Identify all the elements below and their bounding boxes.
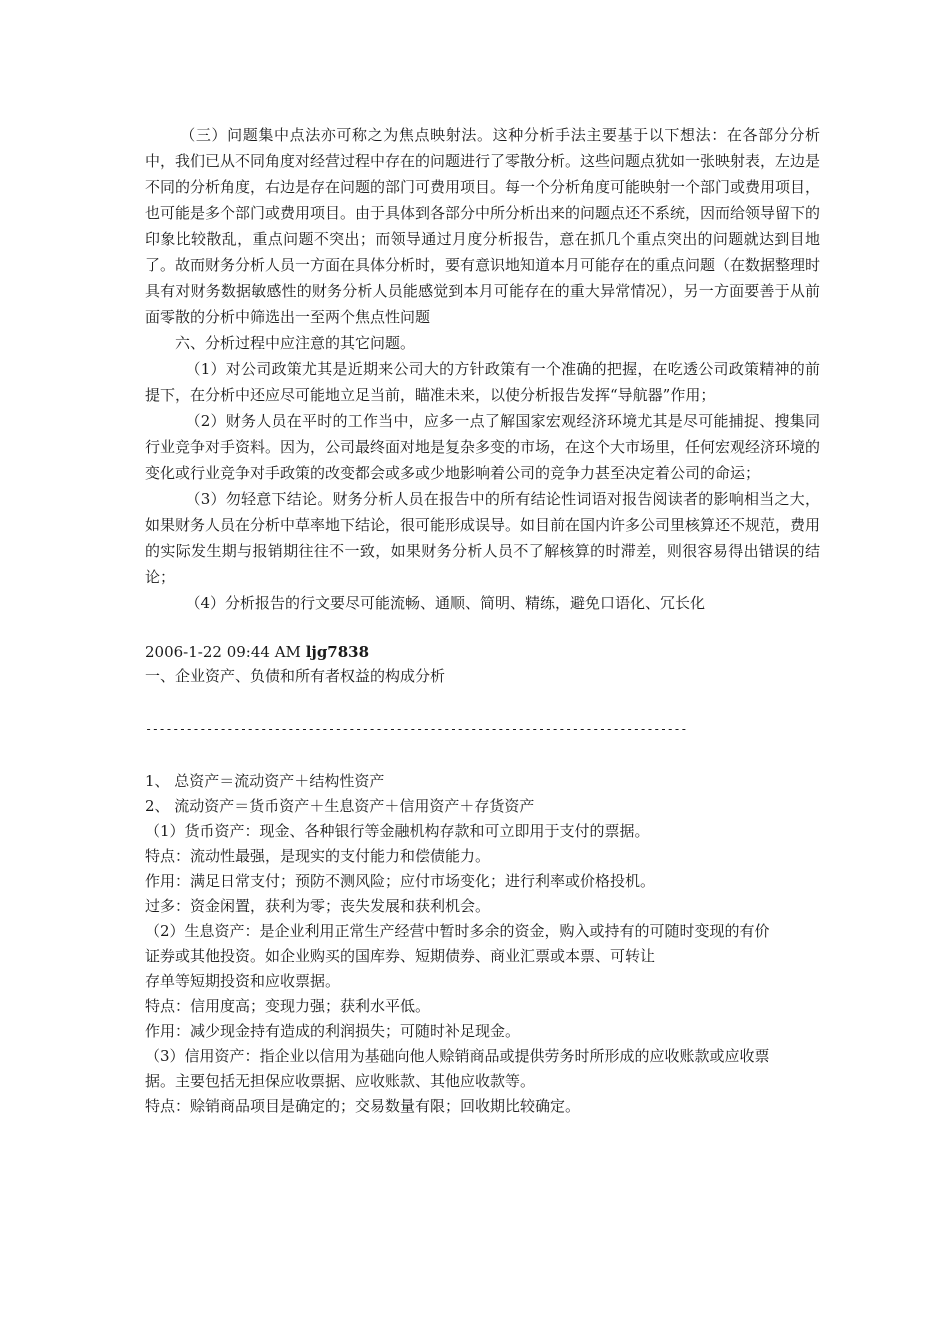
post-title: 一、企业资产、负债和所有者权益的构成分析 xyxy=(145,667,446,685)
divider-line: -------------------------------------------------------------------------------- xyxy=(145,722,687,736)
section-six-item-1: （1）对公司政策尤其是近期来公司大的方针政策有一个准确的把握，在吃透公司政策精神的前提下，在分析中还应尽可能地立足当前，瞄准未来，以使分析报告发挥“导航器”作用； xyxy=(145,360,820,404)
body-line: 作用：满足日常支付；预防不测风险；应付市场变化；进行利率或价格投机。 xyxy=(145,872,656,890)
body-line: 作用：减少现金持有造成的利润损失；可随时补足现金。 xyxy=(145,1022,521,1040)
section-six-item-4: （4）分析报告的行文要尽可能流畅、通顺、简明、精练，避免口语化、冗长化 xyxy=(185,594,706,612)
document-page xyxy=(145,122,820,1119)
post-username[interactable]: ljg7838 xyxy=(305,643,370,661)
section-six-item-3: （3）勿轻意下结论。财务分析人员在报告中的所有结论性词语对报告阅读者的影响相当之大，如果财务人员在分析中草率地下结论，很可能形成误导。如目前在国内许多公司里核算还不规范，费用的实际发生期与报销期往往不一致，如果财务分析人员不了解核算的时滞差，则很容易得出错误的结论； xyxy=(145,490,821,586)
body-line: 特点：流动性最强，是现实的支付能力和偿债能力。 xyxy=(145,847,491,865)
body-line: 过多：资金闲置，获利为零；丧失发展和获利机会。 xyxy=(145,897,491,915)
body-line: 特点：赊销商品项目是确定的；交易数量有限；回收期比较确定。 xyxy=(145,1097,581,1115)
body-line: 证券或其他投资。如企业购买的国库券、短期债券、商业汇票或本票、可转让 xyxy=(145,947,656,965)
body-line: （2）生息资产：是企业利用正常生产经营中暂时多余的资金，购入或持有的可随时变现的有价 xyxy=(145,922,770,940)
body-line: 2、 流动资产＝货币资产＋生息资产＋信用资产＋存货资产 xyxy=(145,797,535,815)
body-line: 据。主要包括无担保应收票据、应收账款、其他应收款等。 xyxy=(145,1072,536,1090)
section-three-paragraph: （三）问题集中点法亦可称之为焦点映射法。这种分析手法主要基于以下想法：在各部分分析中，我们已从不同角度对经营过程中存在的问题进行了零散分析。这些问题点犹如一张映射表，左边是不同的分析角度，右边是存在问题的部门可费用项目。每一个分析角度可能映射一个部门或费用项目，也可能是多个部门或费用项目。由于具体到各部分中所分析出来的问题点还不系统，因而给领导留下的印象比较散乱，重点问题不突出；而领导通过月度分析报告，意在抓几个重点突出的问题就达到目地了。故而财务分析人员一方面在具体分析时，要有意识地知道本月可能存在的重点问题（在数据整理时具有对财务数据敏感性的财务分析人员能感觉到本月可能存在的重大异常情况），另一方面要善于从前面零散的分析中筛选出一至两个焦点性问题 xyxy=(145,126,821,326)
section-six-item-2: （2）财务人员在平时的工作当中，应多一点了解国家宏观经济环境尤其是尽可能捕捉、搜集同行业竞争对手资料。因为，公司最终面对地是复杂多变的市场，在这个大市场里，任何宏观经济环境的变化或行业竞争对手政策的改变都会或多或少地影响着公司的竞争力甚至决定着公司的命运； xyxy=(145,412,821,482)
body-line: （3）信用资产：指企业以信用为基础向他人赊销商品或提供劳务时所形成的应收账款或应收票 xyxy=(145,1047,770,1065)
post-meta xyxy=(145,640,820,664)
body-line: （1）货币资产：现金、各种银行等金融机构存款和可立即用于支付的票据。 xyxy=(145,822,650,840)
body-line: 1、 总资产＝流动资产＋结构性资产 xyxy=(145,772,385,790)
body-line: 存单等短期投资和应收票据。 xyxy=(145,972,341,990)
body-line: 特点：信用度高；变现力强；获利水平低。 xyxy=(145,997,431,1015)
section-six-heading: 六、分析过程中应注意的其它问题。 xyxy=(175,334,416,352)
post-timestamp: 2006-1-22 09:44 AM xyxy=(145,643,301,661)
spacer xyxy=(145,616,820,640)
